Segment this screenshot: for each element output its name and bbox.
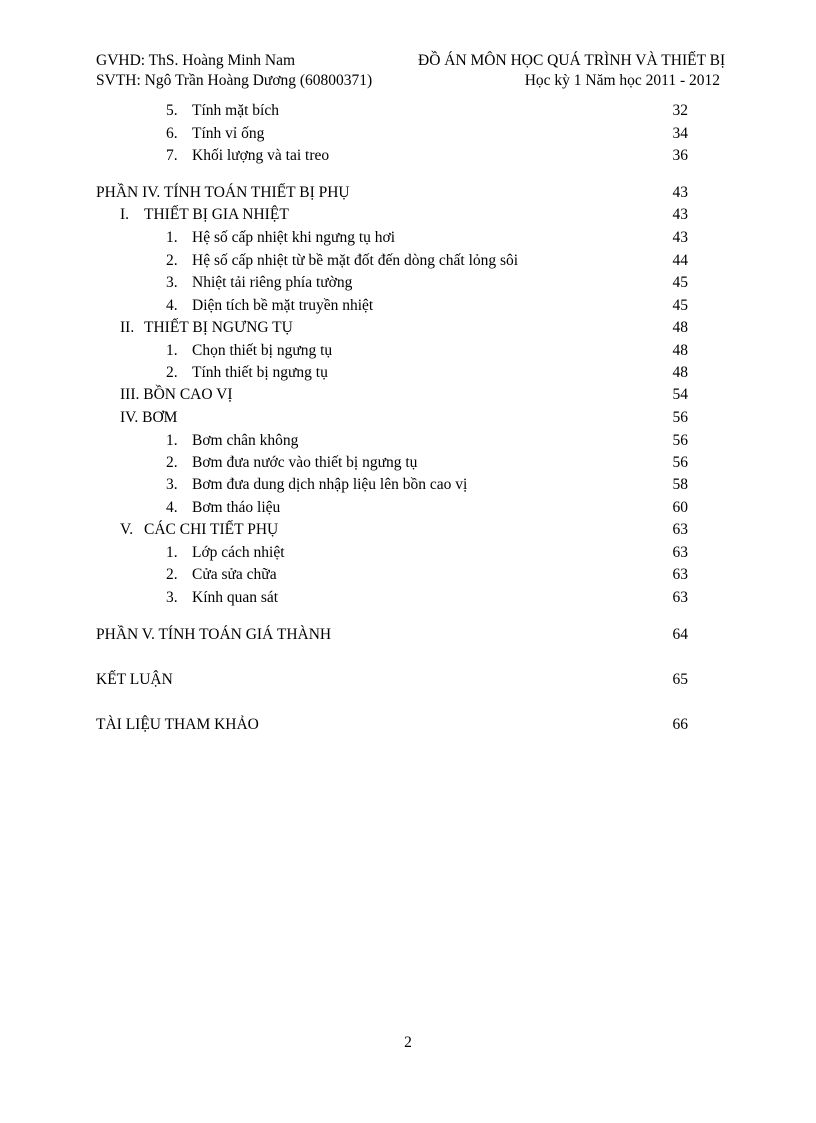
toc-number: 3. (166, 476, 178, 493)
toc-page: 48 (672, 319, 688, 336)
toc-page: 43 (672, 229, 688, 246)
toc-page: 45 (672, 274, 688, 291)
toc-number: 2. (166, 364, 178, 381)
toc-number: 1. (166, 432, 178, 449)
toc-entry (0, 430, 816, 452)
toc-entry (0, 542, 816, 564)
toc-title: III. BỒN CAO VỊ (120, 386, 233, 403)
toc-number: 2. (166, 454, 178, 471)
toc-number: 7. (166, 147, 178, 164)
toc-subsection (0, 317, 816, 339)
toc-number: 6. (166, 125, 178, 142)
toc-page: 58 (672, 476, 688, 493)
toc-entry (0, 123, 816, 145)
toc-page: 63 (672, 589, 688, 606)
toc-page: 48 (672, 342, 688, 359)
toc-title: Bơm tháo liệu (192, 499, 281, 516)
toc-title: Hệ số cấp nhiệt từ bề mặt đốt đến dòng chất lỏng sôi (192, 252, 519, 269)
toc-title: CÁC CHI TIẾT PHỤ (144, 521, 279, 538)
toc-title: Chọn thiết bị ngưng tụ (192, 342, 333, 359)
toc-page: 56 (672, 454, 688, 471)
toc-number: 3. (166, 589, 178, 606)
header-left-line2: SVTH: Ngô Trần Hoàng Dương (60800371) (96, 72, 373, 89)
toc-subsection (0, 519, 816, 541)
toc-title: Hệ số cấp nhiệt khi ngưng tụ hơi (192, 229, 395, 246)
toc-title: Khối lượng và tai treo (192, 147, 330, 164)
toc-subsection (0, 384, 816, 406)
toc-title: Bơm chân không (192, 432, 299, 449)
toc-title: Cửa sửa chữa (192, 566, 277, 583)
toc-page: 54 (672, 386, 688, 403)
toc-page: 63 (672, 566, 688, 583)
toc-title: TÀI LIỆU THAM KHẢO (96, 716, 259, 733)
toc-page: 65 (672, 671, 688, 688)
toc-page: 48 (672, 364, 688, 381)
toc-title: Nhiệt tải riêng phía tường (192, 274, 353, 291)
header-right-line2: Học kỳ 1 Năm học 2011 - 2012 (524, 72, 720, 89)
toc-number: V. (120, 521, 134, 538)
toc-title: Kính quan sát (192, 589, 279, 606)
toc-entry (0, 564, 816, 586)
toc-number: 4. (166, 499, 178, 516)
toc-page: 43 (672, 206, 688, 223)
toc-title: PHẦN V. TÍNH TOÁN GIÁ THÀNH (96, 626, 332, 643)
toc-page: 43 (672, 184, 688, 201)
toc-page: 45 (672, 297, 688, 314)
toc-title: Bơm đưa dung dịch nhập liệu lên bồn cao vị (192, 476, 468, 493)
toc-title: Diện tích bề mặt truyền nhiệt (192, 297, 374, 314)
toc-page: 64 (672, 626, 688, 643)
toc-subsection (0, 407, 816, 429)
toc-entry (0, 227, 816, 249)
toc-number: 5. (166, 102, 178, 119)
toc-page: 34 (672, 125, 688, 142)
toc-entry (0, 145, 816, 167)
toc-title: KẾT LUẬN (96, 671, 173, 688)
page-number: 2 (404, 1034, 412, 1051)
toc-section-part-v (0, 624, 816, 646)
toc-entry (0, 272, 816, 294)
toc-entry (0, 295, 816, 317)
toc-subsection (0, 204, 816, 226)
toc-number: 2. (166, 566, 178, 583)
toc-page: 56 (672, 409, 688, 426)
toc-entry (0, 587, 816, 609)
toc-entry (0, 250, 816, 272)
header-left-line1: GVHD: ThS. Hoàng Minh Nam (96, 52, 296, 69)
toc-section-references (0, 714, 816, 736)
toc-page: 66 (672, 716, 688, 733)
toc-page: 63 (672, 521, 688, 538)
toc-title: Tính mặt bích (192, 102, 279, 119)
toc-number: 2. (166, 252, 178, 269)
toc-page: 63 (672, 544, 688, 561)
toc-entry (0, 100, 816, 122)
toc-page: 56 (672, 432, 688, 449)
toc-title: Lớp cách nhiệt (192, 544, 285, 561)
toc-number: 3. (166, 274, 178, 291)
toc-entry (0, 452, 816, 474)
toc-page: 36 (672, 147, 688, 164)
toc-number: 4. (166, 297, 178, 314)
toc-entry (0, 340, 816, 362)
toc-title: Bơm đưa nước vào thiết bị ngưng tụ (192, 454, 418, 471)
toc-title: THIẾT BỊ NGƯNG TỤ (144, 319, 293, 336)
toc-page: 60 (672, 499, 688, 516)
toc-number: 1. (166, 544, 178, 561)
toc-entry (0, 474, 816, 496)
toc-number: I. (120, 206, 130, 223)
toc-title: PHẦN IV. TÍNH TOÁN THIẾT BỊ PHỤ (96, 184, 350, 201)
toc-title: THIẾT BỊ GIA NHIỆT (144, 206, 289, 223)
toc-number: II. (120, 319, 135, 336)
toc-number: 1. (166, 342, 178, 359)
toc-entry (0, 362, 816, 384)
toc-page: 32 (672, 102, 688, 119)
toc-page: 44 (672, 252, 688, 269)
header-right-line1: ĐỒ ÁN MÔN HỌC QUÁ TRÌNH VÀ THIẾT BỊ (418, 52, 726, 69)
toc-title: Tính vỉ ống (192, 125, 265, 142)
toc-title: IV. BƠM (120, 409, 178, 426)
toc-section-part-iv (0, 182, 816, 204)
toc-title: Tính thiết bị ngưng tụ (192, 364, 328, 381)
toc-number: 1. (166, 229, 178, 246)
toc-section-conclusion (0, 669, 816, 691)
toc-entry (0, 497, 816, 519)
